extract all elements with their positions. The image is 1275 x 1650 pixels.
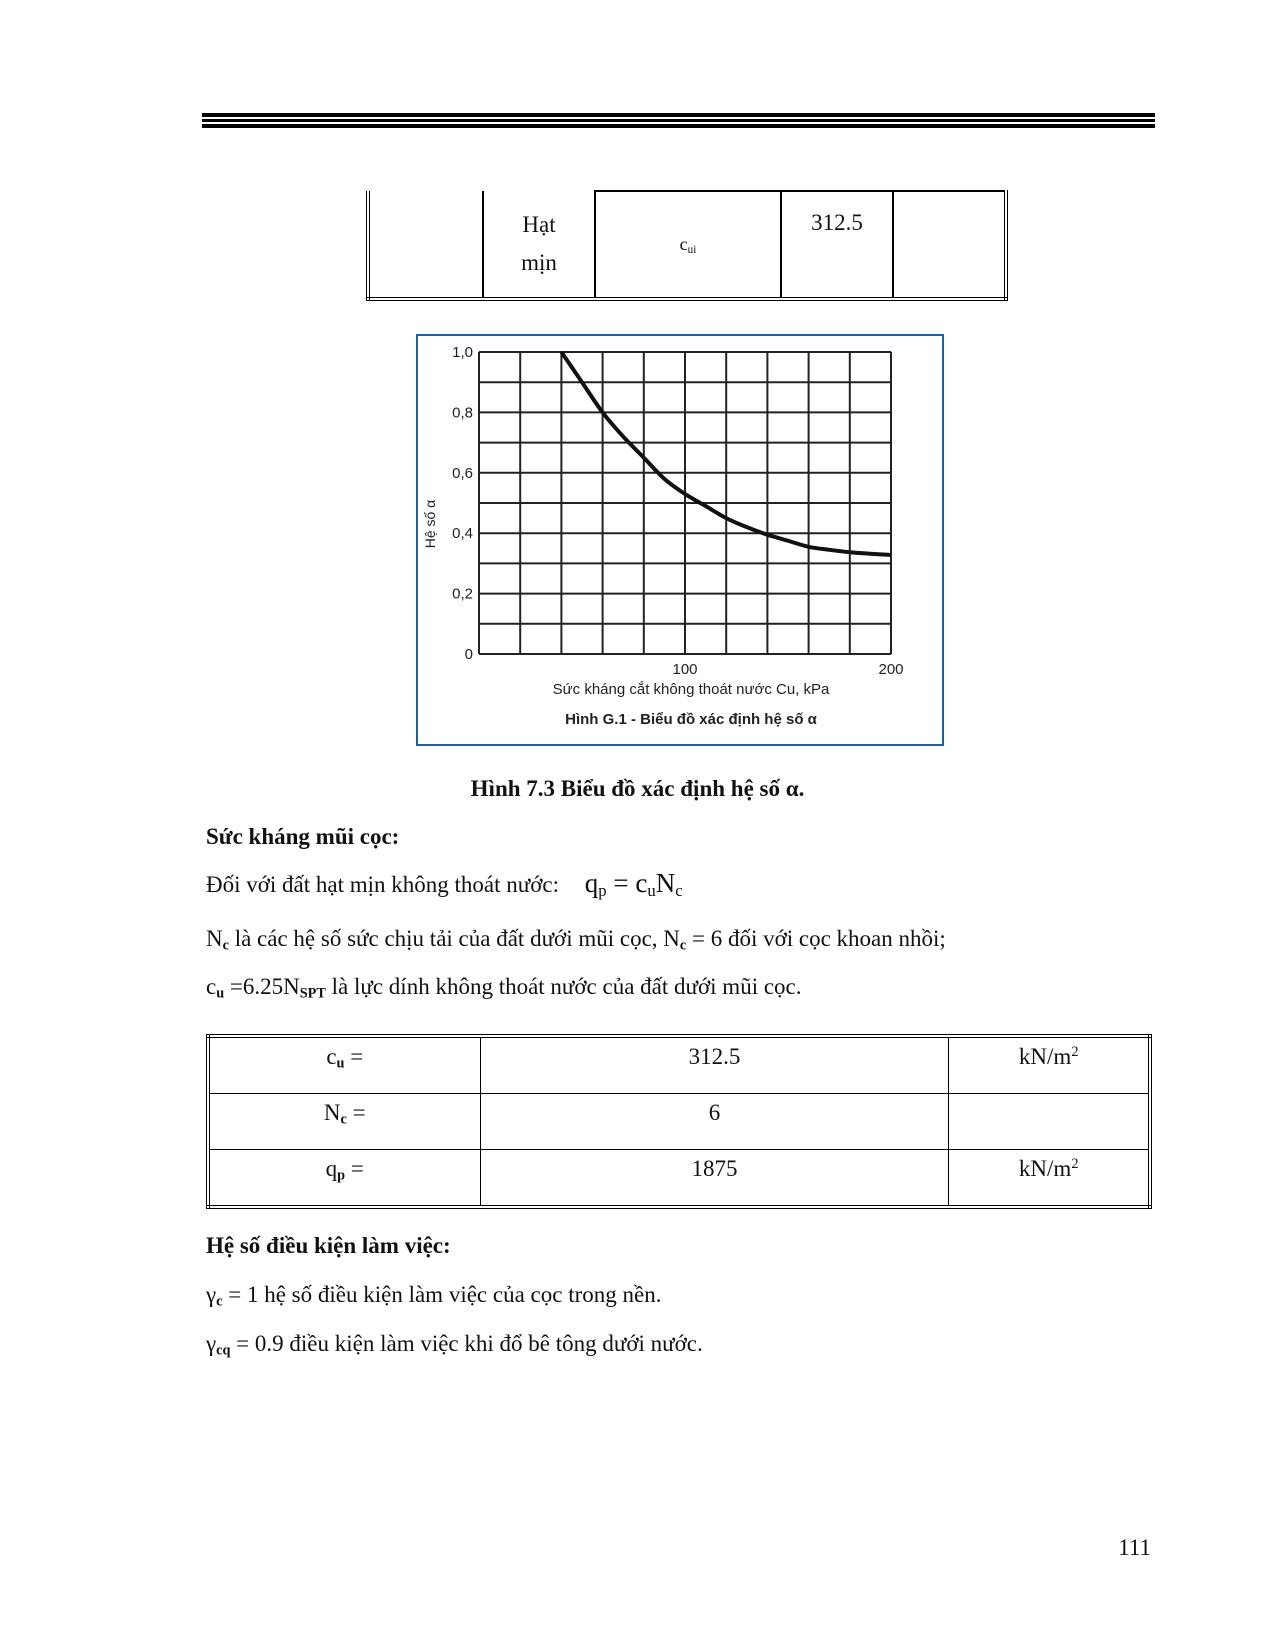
subscript: c <box>216 1293 223 1310</box>
subscript: c <box>675 881 683 901</box>
table-row <box>208 1094 1150 1150</box>
symbol: = c <box>606 868 648 898</box>
text: = 1 hệ số điều kiện làm việc của cọc trong nền. <box>222 1282 662 1307</box>
gamma-c-line <box>206 1282 661 1311</box>
superscript: 2 <box>1071 1156 1079 1173</box>
table-cell-label <box>208 1150 480 1208</box>
x-axis-label: Sức kháng cắt không thoát nước Cu, kPa <box>552 681 830 698</box>
text: kN/m <box>1018 1156 1072 1181</box>
chart-title: Hình G.1 - Biểu đồ xác định hệ số α <box>565 711 817 728</box>
alpha-chart-frame <box>416 334 944 746</box>
y-tick-label: 0,6 <box>452 464 473 482</box>
section-heading-working-conditions: Hệ số điều kiện làm việc: <box>206 1233 451 1258</box>
symbol: q <box>325 1156 338 1181</box>
gamma-cq-line <box>206 1331 703 1360</box>
subscript: SPT <box>299 985 326 1002</box>
table-cell-value: 6 <box>480 1094 949 1150</box>
formula-qp <box>584 868 683 901</box>
x-tick-labels <box>672 661 903 678</box>
y-tick-label: 0,4 <box>452 525 473 543</box>
header-rule-middle <box>202 119 1155 122</box>
y-tick-label: 0 <box>464 646 473 663</box>
y-tick-labels <box>452 344 473 663</box>
y-tick-label: 0,2 <box>452 585 473 603</box>
symbol: γ <box>206 1331 217 1356</box>
x-tick-label: 200 <box>878 661 904 678</box>
figure-caption: Hình 7.3 Biểu đồ xác định hệ số α. <box>470 776 805 801</box>
y-axis-label: Hệ số α <box>422 499 438 549</box>
table-cell-hat-min <box>483 191 595 299</box>
table-cell-unit <box>949 1150 1150 1208</box>
table-cell-unit <box>949 1036 1150 1094</box>
table-cell-label <box>208 1036 480 1094</box>
subscript: c <box>679 937 687 954</box>
table-cell-value: 1875 <box>480 1150 949 1208</box>
text: = 0.9 điều kiện làm việc khi đổ bê tông dưới nước. <box>230 1331 703 1356</box>
table-cell <box>368 191 483 299</box>
text: kN/m <box>1018 1044 1072 1069</box>
subscript: u <box>216 985 225 1002</box>
symbol: N <box>323 1100 341 1125</box>
section-heading-tip-resistance: Sức kháng mũi cọc: <box>206 824 400 849</box>
symbol: γ <box>206 1282 217 1307</box>
subscript: c <box>340 1111 347 1128</box>
text: = <box>346 1100 366 1125</box>
header-rule-top <box>202 113 1155 117</box>
alpha-chart <box>418 336 942 744</box>
y-tick-label: 1,0 <box>452 344 473 361</box>
text: là lực dính không thoát nước của đất dưới mũi cọc. <box>325 974 802 999</box>
superscript: 2 <box>1071 1044 1079 1061</box>
text: = <box>344 1044 364 1069</box>
formula-line <box>206 868 683 901</box>
table-cell-label <box>208 1094 480 1150</box>
text: =6.25N <box>224 974 300 999</box>
chart-grid <box>479 352 891 654</box>
cu-definition <box>206 974 802 1003</box>
symbol: c <box>679 233 688 254</box>
subscript: ui <box>687 243 697 256</box>
table-row <box>208 1036 1150 1094</box>
subscript: u <box>336 1055 345 1072</box>
text: = <box>345 1156 364 1181</box>
symbol: N <box>655 868 676 898</box>
symbol: c <box>326 1044 337 1069</box>
subscript: c <box>222 937 229 954</box>
cell-text: Hạt mịn <box>521 212 557 275</box>
text: = 6 đối với cọc khoan nhồi; <box>686 926 946 951</box>
text: là các hệ số sức chịu tải của đất dưới mũi cọc, N <box>228 926 680 951</box>
nc-definition <box>206 926 946 955</box>
formula-intro: Đối với đất hạt mịn không thoát nước: <box>206 872 559 897</box>
subscript: p <box>598 881 607 901</box>
subscript: u <box>647 881 656 901</box>
x-tick-label: 100 <box>672 661 698 678</box>
table-row <box>208 1150 1150 1208</box>
table-cell-value: 312.5 <box>781 191 893 299</box>
top-table-fragment <box>366 190 1008 301</box>
subscript: p <box>337 1167 346 1184</box>
symbol: c <box>206 974 217 999</box>
symbol: N <box>206 926 223 951</box>
table-row <box>368 191 1006 299</box>
y-tick-label: 0,8 <box>452 404 473 422</box>
table-cell-value: 312.5 <box>480 1036 949 1094</box>
header-rule-bottom <box>202 124 1155 128</box>
table-cell-cui <box>595 191 781 299</box>
subscript: cq <box>216 1342 231 1359</box>
page-number: 111 <box>1118 1535 1151 1560</box>
table-cell-unit <box>949 1094 1150 1150</box>
symbol: q <box>584 868 599 898</box>
result-table <box>206 1034 1152 1209</box>
table-cell <box>893 191 1006 299</box>
